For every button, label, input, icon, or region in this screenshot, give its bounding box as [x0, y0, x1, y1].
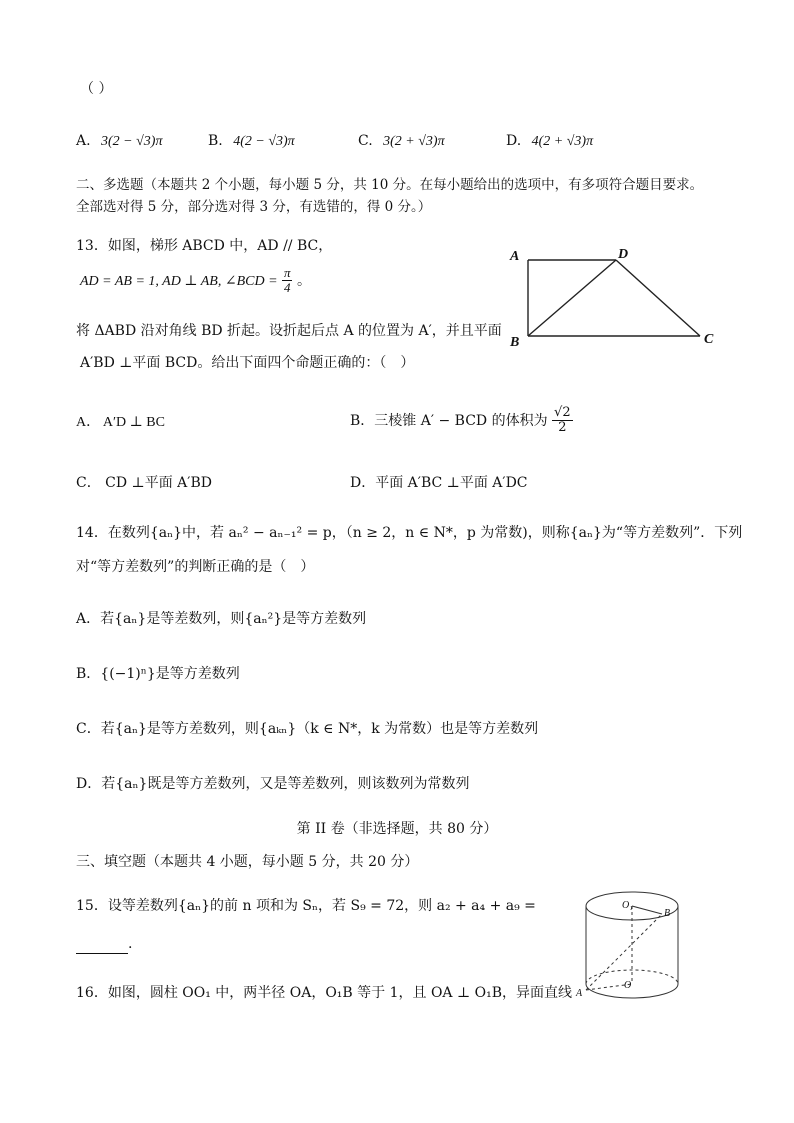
option-letter: C. [358, 133, 373, 149]
q12-option-b [208, 132, 295, 152]
label-b: B [510, 335, 520, 350]
option-letter: D. [506, 133, 522, 149]
segment-dc [616, 260, 700, 336]
q12-answer-paren: （ ） [80, 81, 113, 97]
q14-stem-line2: 对“等方差数列”的判断正确的是（ ） [76, 559, 315, 575]
q15-answer-blank[interactable] [76, 939, 128, 954]
fraction-denominator: 2 [558, 420, 567, 436]
q13-stem-line2 [80, 266, 311, 296]
label-b: B [664, 908, 671, 919]
q15-answer-line [76, 935, 132, 954]
q13-angle-fraction [282, 266, 293, 296]
q12-option-d [506, 132, 593, 152]
label-o1: O₁ [622, 900, 633, 911]
q15-end-period: . [128, 936, 133, 952]
q13-period: 。 [296, 272, 311, 289]
option-expression: 3(2 + √3)π [383, 134, 445, 149]
label-c: C [704, 332, 714, 347]
q12-option-c [358, 132, 445, 152]
section2-header-line2: 全部选对得 5 分，部分选对得 3 分，有选错的，得 0 分。） [76, 199, 432, 215]
q16-stem-line1: 16．如图，圆柱 OO₁ 中，两半径 OA，O₁B 等于 1，且 OA ⊥ O₁B，异面直线 [76, 985, 572, 1001]
option-letter: B. [208, 133, 223, 149]
fraction-numerator: π [283, 265, 291, 280]
q13-conditions: AD = AB = 1, AD ⊥ AB, ∠BCD = [80, 273, 278, 289]
option-b-text: B．三棱锥 A′ − BCD 的体积为 [350, 412, 548, 429]
q14-option-d: D．若{aₙ}既是等方差数列，又是等差数列，则该数列为常数列 [76, 776, 470, 792]
segment-ab-skew [586, 914, 662, 990]
volume-fraction [552, 406, 573, 436]
option-expression: 4(2 − √3)π [233, 134, 295, 149]
q12-option-a [76, 132, 162, 152]
option-expression: 3(2 − √3)π [101, 134, 163, 149]
option-letter: A. [76, 133, 91, 149]
q13-option-b [350, 406, 573, 436]
q14-stem-line1: 14．在数列{aₙ}中，若 aₙ² − aₙ₋₁² = p，（n ≥ 2，n ∈ N*，p 为常数)，则称{aₙ}为“等方差数列”．下列 [76, 525, 743, 541]
section3-header: 三、填空题（本题共 4 小题，每小题 5 分，共 20 分） [76, 854, 419, 870]
label-o: O [624, 980, 632, 991]
segment-bd [528, 260, 616, 336]
q14-option-a: A．若{aₙ}是等差数列，则{aₙ²}是等方差数列 [76, 611, 367, 627]
option-expression: 4(2 + √3)π [531, 134, 594, 149]
q13-option-a: A． A′D ⊥ BC [76, 415, 165, 430]
radius-o1b [632, 906, 662, 914]
q13-option-c: C． CD ⊥平面 A′BD [76, 475, 212, 491]
q13-stem-line4: A′BD ⊥平面 BCD。给出下面四个命题正确的：（ ） [80, 355, 415, 371]
label-a: A [576, 988, 583, 999]
label-a: A [510, 249, 520, 264]
q15-stem: 15．设等差数列{aₙ}的前 n 项和为 Sₙ，若 S₉ = 72，则 a₂ + a₄ + a₉ = [76, 898, 536, 914]
fraction-numerator: √2 [554, 405, 571, 420]
q13-stem-line3: 将 ΔABD 沿对角线 BD 折起。设折起后点 A 的位置为 A′，并且平面 [76, 323, 502, 339]
q14-option-b: B．{(−1)ⁿ}是等方差数列 [76, 666, 240, 682]
trapezoid-figure [500, 242, 730, 352]
q13-stem-line1: 13．如图，梯形 ABCD 中，AD // BC， [76, 238, 333, 254]
q13-option-d: D．平面 A′BC ⊥平面 A′DC [350, 475, 528, 491]
cylinder-figure [572, 880, 692, 1010]
fraction-denominator: 4 [283, 280, 291, 296]
part2-title: 第 II 卷（非选择题，共 80 分） [296, 821, 498, 837]
section2-header-line1: 二、多选题（本题共 2 个小题，每小题 5 分，共 10 分。在每小题给出的选项中，有多项符合题目要求。 [76, 177, 704, 193]
q14-option-c: C．若{aₙ}是等方差数列，则{aₖₙ}（k ∈ N*，k 为常数）也是等方差数列 [76, 721, 539, 737]
bottom-front-arc [586, 984, 678, 998]
label-d: D [618, 247, 629, 262]
